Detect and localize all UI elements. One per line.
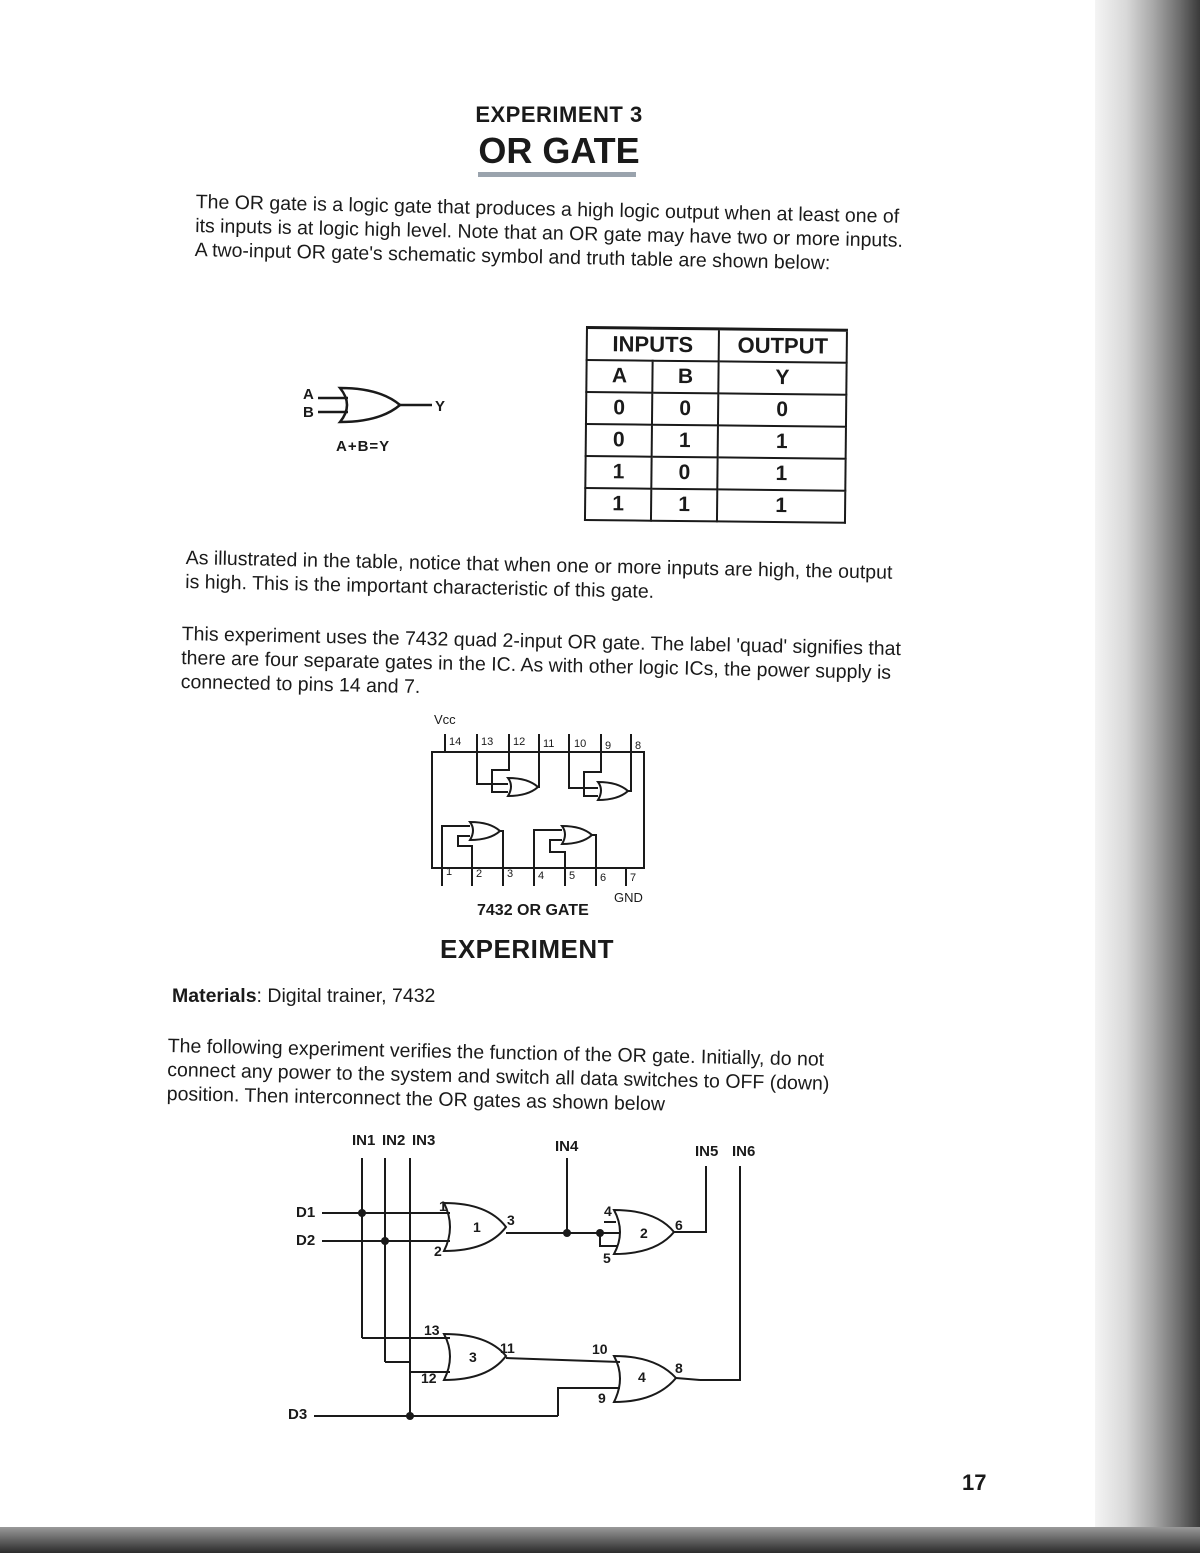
- cell-a: 0: [586, 392, 652, 425]
- experiment-heading: EXPERIMENT: [440, 934, 615, 964]
- cell-a: 0: [586, 424, 652, 457]
- ic-gnd-label: GND: [614, 890, 643, 905]
- label-in3: IN3: [412, 1132, 436, 1149]
- pin-number: 3: [507, 1212, 515, 1228]
- ic-pin-label: 11: [543, 738, 555, 750]
- label-in5: IN5: [695, 1143, 719, 1160]
- ic-caption: 7432 OR GATE: [477, 902, 589, 919]
- label-in1: IN1: [352, 1132, 376, 1149]
- procedure-paragraph: The following experiment verifies the function of the OR gate. Initially, do not connect any power to the system and switch all data switches to OFF (down) position. Then interconnect the OR gates as shown below: [166, 1034, 830, 1116]
- table-explanation-paragraph: As illustrated in the table, notice that when one or more inputs are high, the output is high. This is the important characteristic of this gate.: [185, 546, 893, 603]
- pin-number: 8: [675, 1360, 683, 1376]
- cell-b: 0: [651, 457, 717, 490]
- symbol-input-b: B: [303, 404, 314, 421]
- symbol-equation: A+B=Y: [336, 438, 391, 455]
- ic-description-paragraph: This experiment uses the 7432 quad 2-input OR gate. The label 'quad' signifies that there are four separate gates in the IC. As with other logic ICs, the power supply is connected to pins 14 and 7.: [180, 622, 902, 699]
- page-number: 17: [962, 1470, 987, 1495]
- cell-a: 1: [585, 456, 651, 489]
- page-title: OR GATE: [478, 130, 640, 171]
- ic-pin-label: 8: [635, 740, 642, 752]
- ic-pin-label: 10: [574, 738, 587, 750]
- cell-b: 1: [652, 425, 718, 458]
- gate-number: 1: [473, 1219, 481, 1235]
- gate-number: 4: [638, 1369, 646, 1385]
- cell-b: 0: [652, 393, 718, 426]
- gate-number: 3: [469, 1349, 477, 1365]
- ic-pin-label: 4: [538, 870, 545, 882]
- ic-pin-label: 7: [630, 872, 637, 884]
- experiment-number: EXPERIMENT 3: [475, 102, 643, 127]
- intro-paragraph: The OR gate is a logic gate that produces a high logic output when at least one of its inputs is at logic high level. Note that an OR gate may have two or more inputs. A two-input OR gate's schematic symbol and truth table are shown below:: [194, 190, 904, 275]
- pin-number: 4: [604, 1203, 612, 1219]
- ic-vcc-label: Vcc: [434, 712, 456, 727]
- pin-number: 1: [439, 1198, 447, 1214]
- pin-number: 9: [598, 1390, 606, 1406]
- ic-pin-label: 2: [476, 868, 483, 880]
- pin-number: 5: [603, 1250, 611, 1266]
- label-in6: IN6: [732, 1143, 756, 1160]
- materials-text: : Digital trainer, 7432: [256, 985, 436, 1007]
- ic-pin-label: 3: [507, 868, 514, 880]
- pin-number: 2: [434, 1243, 442, 1259]
- materials-label: Materials: [172, 985, 257, 1007]
- symbol-output-y: Y: [435, 398, 446, 415]
- ic-pin-label: 5: [569, 870, 576, 882]
- label-d2: D2: [296, 1232, 316, 1249]
- header-output: OUTPUT: [719, 329, 847, 363]
- pin-number: 10: [592, 1341, 608, 1357]
- label-d1: D1: [296, 1204, 316, 1221]
- cell-y: 1: [717, 489, 845, 522]
- cell-y: 1: [717, 457, 845, 490]
- gate-number: 2: [640, 1225, 648, 1241]
- col-header-a: A: [586, 360, 652, 393]
- pin-number: 6: [675, 1217, 683, 1233]
- cell-b: 1: [651, 489, 717, 522]
- pin-number: 11: [500, 1340, 515, 1356]
- symbol-input-a: A: [303, 386, 314, 403]
- pin-number: 13: [424, 1322, 440, 1338]
- col-header-y: Y: [718, 361, 846, 394]
- ic-pin-label: 1: [446, 866, 453, 878]
- label-in4: IN4: [555, 1138, 579, 1155]
- label-d3: D3: [288, 1406, 308, 1423]
- cell-y: 1: [718, 425, 846, 458]
- cell-a: 1: [585, 488, 651, 521]
- ic-pin-label: 9: [605, 740, 612, 752]
- col-header-b: B: [652, 361, 718, 394]
- pin-number: 12: [421, 1370, 437, 1386]
- label-in2: IN2: [382, 1132, 406, 1149]
- ic-pin-label: 13: [481, 736, 494, 748]
- ic-pin-label: 6: [600, 872, 607, 884]
- ic-pin-label: 12: [513, 736, 526, 748]
- cell-y: 0: [718, 393, 846, 426]
- header-inputs: INPUTS: [587, 328, 719, 362]
- ic-pin-label: 14: [449, 736, 462, 748]
